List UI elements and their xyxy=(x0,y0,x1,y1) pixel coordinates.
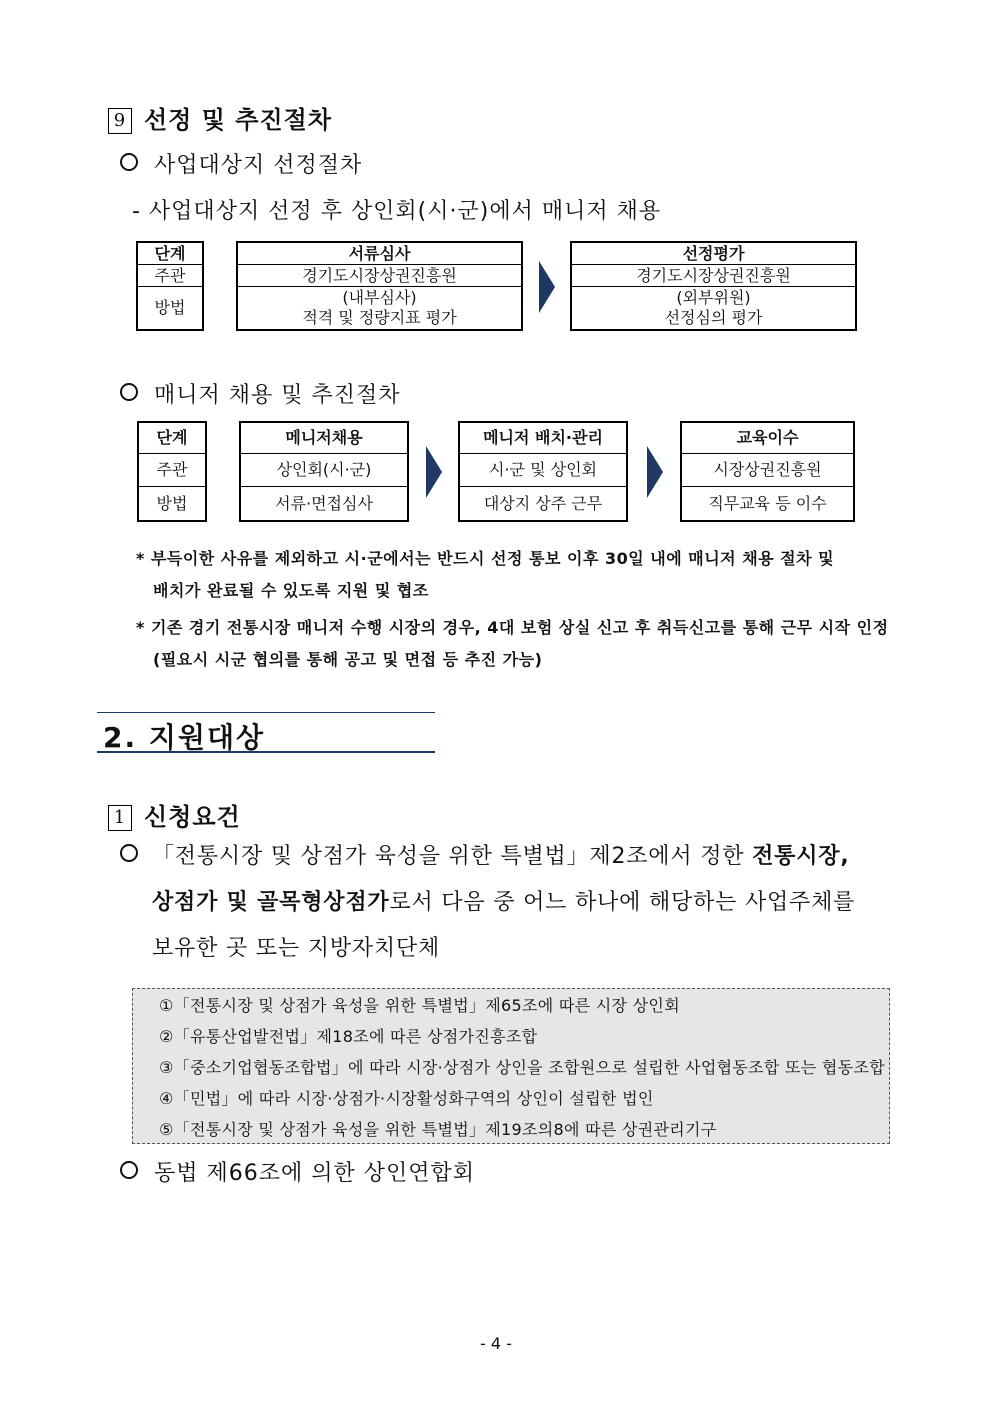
bullet-text: 매니저 채용 및 추진절차 xyxy=(154,383,401,408)
stage-head: 선정평가 xyxy=(571,242,856,265)
section-heading xyxy=(108,100,332,135)
chapter-title: 2. 지원대상 xyxy=(103,721,266,754)
list-item: ①「전통시장 및 상점가 육성을 위한 특별법」제65조에 따른 시장 상인회 xyxy=(159,996,680,1015)
stage-org: 상인회(시·군) xyxy=(240,454,408,487)
stage-head: 메니저 배치·관리 xyxy=(459,422,627,454)
subsection-number: 1 xyxy=(108,805,132,831)
list-item: ②「유통산업발전법」제18조에 따른 상점가진흥조합 xyxy=(159,1027,538,1046)
section-title: 선정 및 추진절차 xyxy=(144,106,332,134)
flow2-stage-placement xyxy=(458,421,628,522)
page-number: - 4 - xyxy=(480,1334,512,1353)
stage-method: 서류·면접심사 xyxy=(240,487,408,522)
stage-method: 대상지 상주 근무 xyxy=(459,487,627,522)
flow1-labels xyxy=(136,241,204,331)
footnote: * 부득이한 사유를 제외하고 시·군에서는 반드시 선정 통보 이후 30일 내에 매니저 채용 절차 및 배치가 완료될 수 있도록 지원 및 협조 xyxy=(136,549,835,600)
list-item: ③「중소기업협동조합법」에 따라 시장·상점가 상인을 조합원으로 설립한 사업협동조합 또는 협동조합 xyxy=(159,1058,885,1077)
stage-org: 경기도시장상권진흥원 xyxy=(237,265,522,287)
stage-head: 교육이수 xyxy=(681,422,854,454)
bullet-text: 사업대상지 선정절차 xyxy=(154,153,363,178)
stage-org: 시·군 및 상인회 xyxy=(459,454,627,487)
flow1-stage-document-review xyxy=(236,241,523,331)
flow2-stage-hiring xyxy=(239,421,409,522)
label-stage: 단계 xyxy=(137,242,203,265)
flow1-stage-selection xyxy=(570,241,857,331)
circle-bullet-icon xyxy=(120,1161,138,1179)
section-number: 9 xyxy=(108,108,132,134)
label-org: 주관 xyxy=(137,265,203,287)
bullet-text: 동법 제66조에 의한 상인연합회 xyxy=(154,1161,475,1186)
list-item: ⑤「전통시장 및 상점가 육성을 위한 특별법」제19조의8에 따른 상권관리기구 xyxy=(159,1120,717,1139)
circle-bullet-icon xyxy=(120,383,138,401)
label-stage: 단계 xyxy=(138,422,206,454)
stage-org: 경기도시장상권진흥원 xyxy=(571,265,856,287)
chapter-title-bar xyxy=(97,712,435,753)
flow2-stage-training xyxy=(680,421,855,522)
stage-method: (외부위원) 선정심의 평가 xyxy=(571,287,856,331)
bullet-item xyxy=(120,378,401,409)
label-method: 방법 xyxy=(137,287,203,331)
stage-method: (내부심사) 적격 및 정량지표 평가 xyxy=(237,287,522,331)
arrow-right-icon xyxy=(426,446,442,498)
arrow-right-icon xyxy=(647,446,663,498)
list-item: ④「민법」에 따라 시장·상점가·시장활성화구역의 상인이 설립한 법인 xyxy=(159,1089,654,1108)
arrow-right-icon xyxy=(539,261,555,313)
requirement-paragraph: 「전통시장 및 상점가 육성을 위한 특별법」제2조에서 정한 전통시장, 상점가 및 골목형상점가로서 다음 중 어느 하나에 해당하는 사업주체를 보유한 곳 또는 지방자치단체 xyxy=(120,834,910,972)
bullet-item xyxy=(120,148,362,179)
stage-head: 메니저채용 xyxy=(240,422,408,454)
eligible-entities-box xyxy=(132,988,890,1144)
footnote: * 기존 경기 전통시장 매니저 수행 시장의 경우, 4대 보험 상실 신고 후 취득신고를 통해 근무 시작 인정 (필요시 시군 협의를 통해 공고 및 면접 등 추진 가능) xyxy=(136,618,889,669)
sub-item: - 사업대상지 선정 후 상인회(시·군)에서 매니저 채용 xyxy=(132,199,662,224)
stage-head: 서류심사 xyxy=(237,242,522,265)
circle-bullet-icon xyxy=(120,153,138,171)
stage-method: 직무교육 등 이수 xyxy=(681,487,854,522)
subsection-heading xyxy=(108,797,241,832)
label-org: 주관 xyxy=(138,454,206,487)
flow2-labels xyxy=(137,421,207,522)
subsection-title: 신청요건 xyxy=(144,803,241,831)
label-method: 방법 xyxy=(138,487,206,522)
stage-org: 시장상권진흥원 xyxy=(681,454,854,487)
circle-bullet-icon xyxy=(120,844,138,862)
bullet-item xyxy=(120,1156,475,1187)
